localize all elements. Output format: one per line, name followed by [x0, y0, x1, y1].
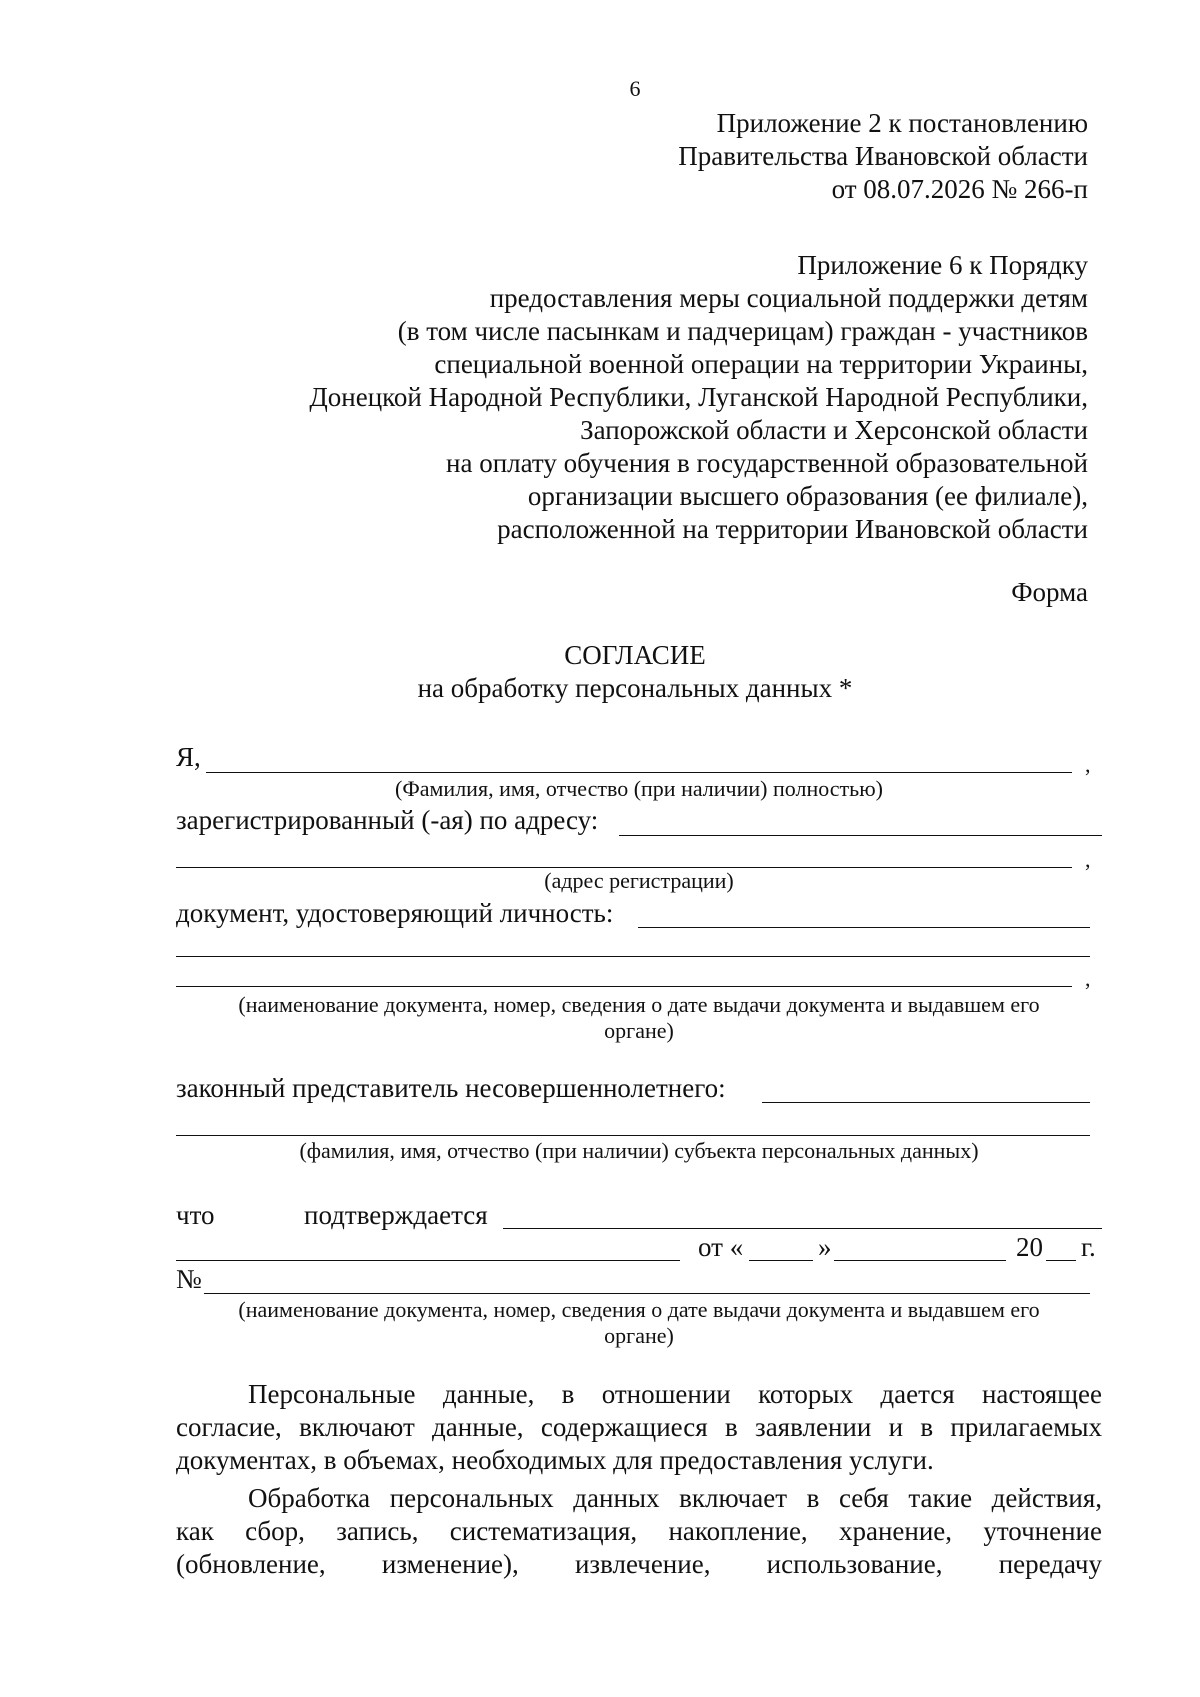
date-month-input[interactable] [834, 1260, 1006, 1261]
document-subtitle: на обработку персональных данных * [417, 673, 853, 703]
header-order-line: расположенной на территории Ивановской области [497, 514, 1088, 544]
form-label: Форма [1011, 577, 1088, 607]
address-label: зарегистрированный (-ая) по адресу: [176, 805, 599, 835]
header-order-line: Донецкой Народной Республики, Луганской Народной Республики, [309, 382, 1088, 412]
paragraph-line: документах, в объемах, необходимых для предоставления услуги. [176, 1445, 934, 1475]
header-order-line: специальной военной операции на территории Украины, [434, 349, 1088, 379]
paragraph-line: согласие, включают данные, содержащиеся в заявлении и в прилагаемых [176, 1412, 1102, 1442]
representative-hint: (фамилия, имя, отчество (при наличии) субъекта персональных данных) [299, 1138, 979, 1163]
header-appendix-line: Правительства Ивановской области [678, 141, 1088, 171]
date-year-input[interactable] [1046, 1260, 1076, 1261]
date-from-label: от « [698, 1232, 744, 1262]
year-suffix: г. [1081, 1232, 1096, 1262]
id-input-line[interactable] [638, 927, 1090, 928]
header-order-line: Запорожской области и Херсонской области [580, 415, 1088, 445]
address-input-line[interactable] [619, 835, 1102, 836]
id-document-label: документ, удостоверяющий личность: [176, 898, 614, 928]
year-prefix: 20 [1016, 1232, 1043, 1262]
id-input-line-2[interactable] [176, 956, 1090, 957]
confirm-document-input-line-2[interactable] [176, 1260, 680, 1261]
representative-label: законный представитель несовершеннолетнего: [176, 1073, 726, 1103]
header-order [309, 249, 1088, 546]
number-sign: № [176, 1264, 202, 1294]
paragraph-line: (обновление, изменение), извлечение, использование, передачу [176, 1549, 1102, 1579]
doc-hint-line: (наименование документа, номер, сведения о дате выдачи документа и выдавшем его [238, 1297, 1040, 1322]
comma: , [1085, 847, 1091, 872]
fio-hint: (Фамилия, имя, отчество (при наличии) полностью) [395, 776, 883, 801]
fio-input-line[interactable] [206, 772, 1072, 773]
comma: , [1085, 752, 1091, 777]
confirm-document-input-line[interactable] [503, 1228, 1102, 1229]
confirm-label: подтверждается [304, 1200, 488, 1230]
header-order-line: организации высшего образования (ее филиале), [527, 481, 1088, 511]
paragraph-line: Персональные данные, в отношении которых дается настоящее [248, 1379, 1102, 1409]
document-title: СОГЛАСИЕ [564, 640, 706, 670]
date-quote-close: » [818, 1232, 832, 1262]
header-appendix-line: Приложение 2 к постановлению [716, 108, 1088, 138]
id-hint-line: органе) [604, 1018, 674, 1043]
paragraph-line: Обработка персональных данных включает в себя такие действия, [248, 1483, 1102, 1513]
page-number: 6 [629, 76, 641, 101]
subject-input-line[interactable] [176, 1135, 1090, 1136]
representative-input-line[interactable] [762, 1102, 1090, 1103]
header-appendix-line: от 08.07.2026 № 266-п [831, 174, 1088, 204]
paragraph-line: как сбор, запись, систематизация, накопление, хранение, уточнение [176, 1516, 1102, 1546]
header-order-line: Приложение 6 к Порядку [797, 250, 1088, 280]
address-hint: (адрес регистрации) [544, 868, 734, 893]
date-day-input[interactable] [749, 1260, 813, 1261]
doc-hint-line: органе) [604, 1323, 674, 1348]
header-order-line: на оплату обучения в государственной образовательной [446, 448, 1088, 478]
id-input-line-3[interactable] [176, 986, 1072, 987]
header-order-line: (в том числе пасынкам и падчерицам) граждан - участников [397, 316, 1088, 346]
confirm-what: что [176, 1200, 215, 1230]
header-order-line: предоставления меры социальной поддержки детям [489, 283, 1088, 313]
comma: , [1085, 966, 1091, 991]
document-number-input-line[interactable] [204, 1293, 1090, 1294]
header-appendix [678, 107, 1088, 206]
id-hint-line: (наименование документа, номер, сведения о дате выдачи документа и выдавшем его [238, 992, 1040, 1017]
ya-label: Я, [176, 742, 201, 772]
